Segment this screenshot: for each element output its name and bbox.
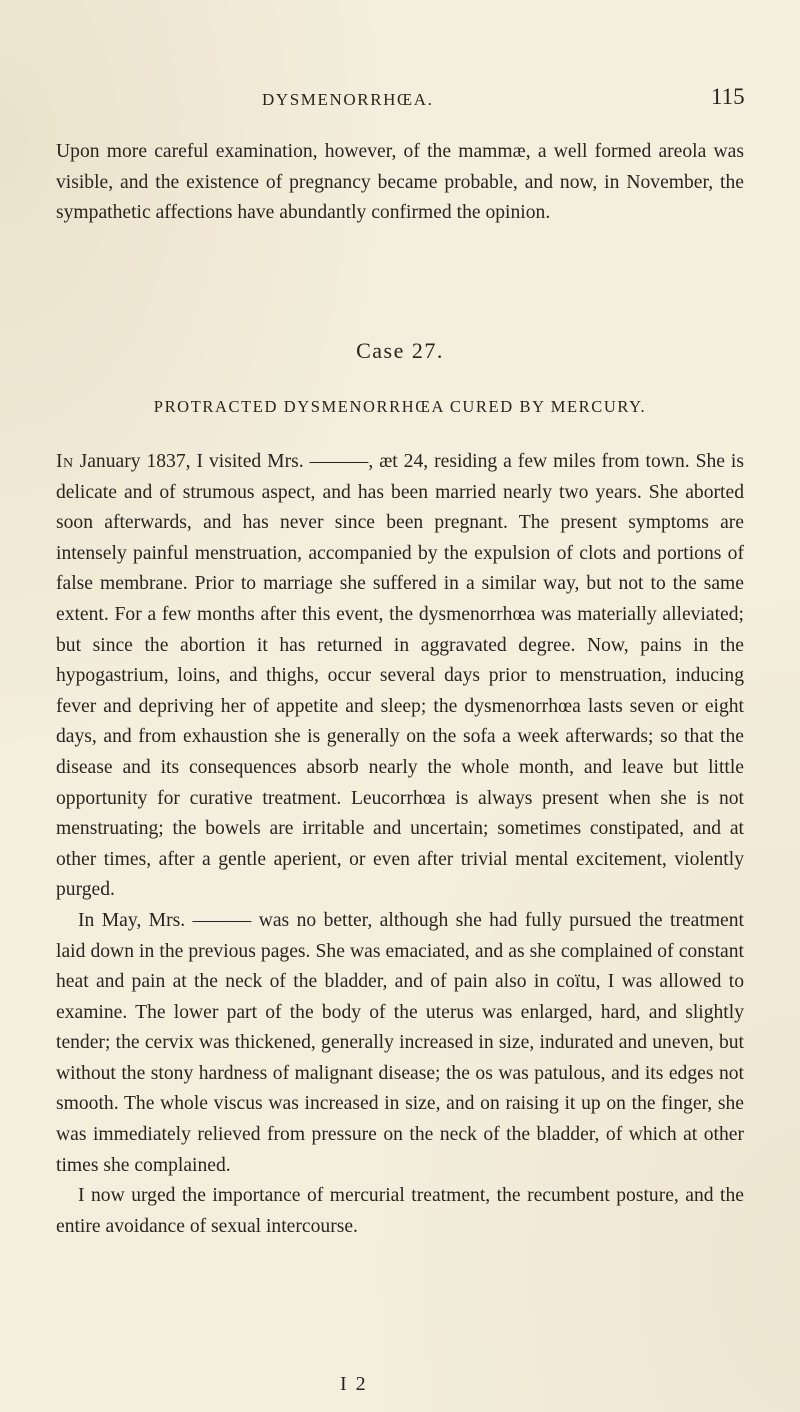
case-paragraph-3: I now urged the importance of mercurial treatment, the recumbent posture, and the entire avoidance of sexual intercourse. [56,1185,744,1237]
page-number: 115 [711,84,745,109]
case-body [56,447,744,1242]
case-paragraph-2: In May, Mrs. ——— was no better, although she had fully pursued the treatment laid down in the previous pages. She was emaciated, and as she complained of constant heat and pain at the neck of the bladder, and of pain also in coïtu, I was allowed to examine. The lower part of the body of the uterus was enlarged, hard, and slightly tender; the cervix was thickened, generally increased in size, indurated and uneven, but without the stony hardness of malignant disease; the os was patulous, and its edges not smooth. The whole viscus was increased in size, and on raising it up on the finger, she was immediately relieved from pressure on the neck of the bladder, of which at other times she complained. [56,909,744,1176]
intro-paragraph: Upon more careful examination, however, of the mammæ, a well formed areola was visible, and the existence of pregnancy became probable, and now, in November, the sympathetic affections have abundantly confirmed the opinion. [56,141,744,224]
case-heading: Case 27. [356,338,444,363]
case-paragraph-1-text: January 1837, I visited Mrs. ———, æt 24, residing a few miles from town. She is delicate and of strumous aspect, and has been married nearly two years. She aborted soon afterwards, and has never since been pregnant. The present symptoms are intensely painful menstruation, accompanied by the expulsion of clots and portions of false membrane. Prior to marriage she suffered in a similar way, but not to the same extent. For a few months after this event, the dysmenorrhœa was materially alleviated; but since the abortion it has returned in aggravated degree. Now, pains in the hypogastrium, loins, and thighs, occur several days prior to menstruation, inducing fever and depriving her of appetite and sleep; the dysmenorrhœa lasts seven or eight days, and from exhaustion she is generally on the sofa a week afterwards; so that the disease and its consequences absorb nearly the whole month, and leave but little opportunity for curative treatment. Leucorrhœa is always present when she is not menstruating; the bowels are irritable and uncertain; sometimes constipated, and at other times, after a gentle aperient, or even after trivial mental excitement, violently purged. [56,451,744,901]
signature-mark: I 2 [340,1373,368,1395]
lead-in-word: In [56,451,74,472]
case-subtitle: PROTRACTED DYSMENORRHŒA CURED BY MERCURY. [153,397,647,416]
running-title: DYSMENORRHŒA. [262,90,434,109]
running-head [0,80,800,120]
case-paragraph-1 [56,447,744,906]
